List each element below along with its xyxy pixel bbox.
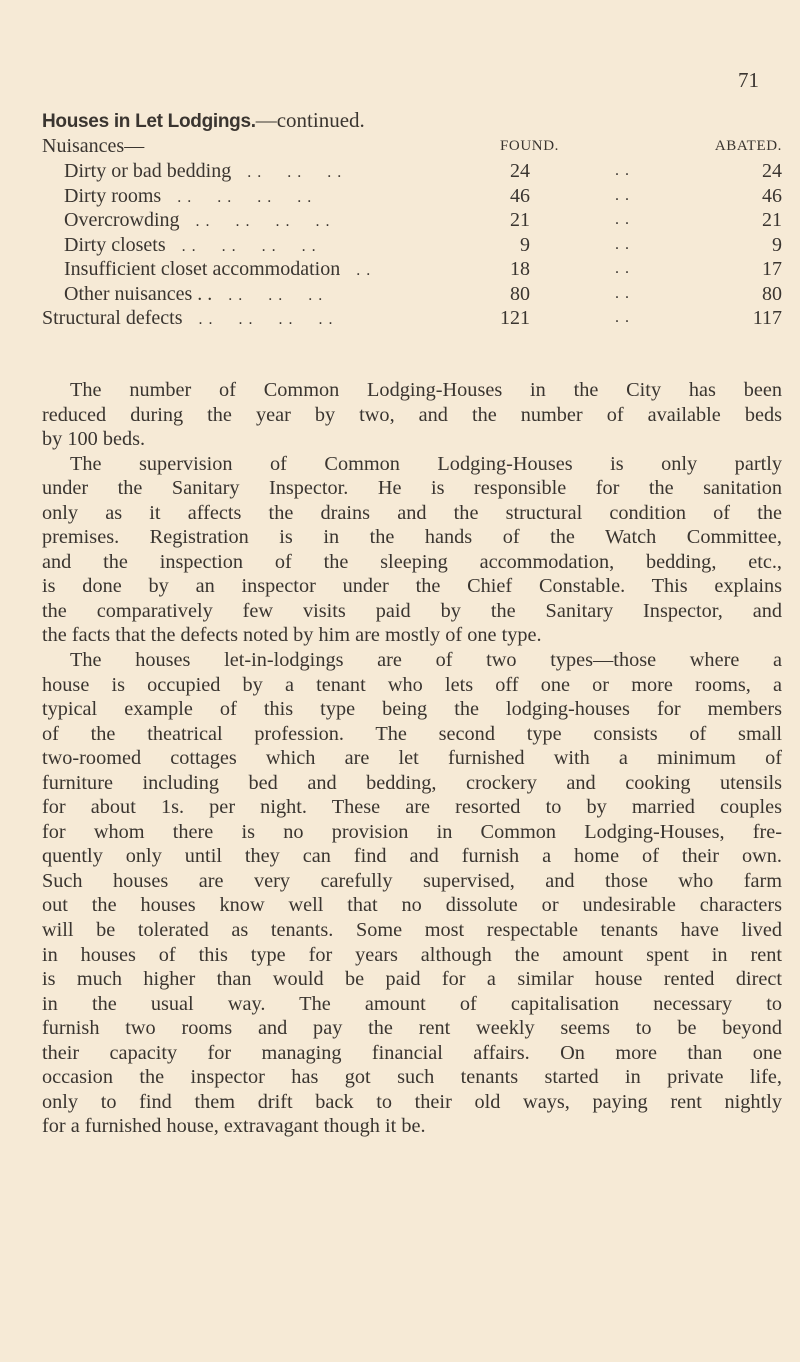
text-line: for about 1s. per night. These are resorted to by married couples: [42, 796, 782, 819]
text-line: for whom there is no provision in Common Lodging-Houses, fre-: [42, 820, 782, 843]
text-line: furnish two rooms and pay the rent weekly seems to be beyond: [42, 1017, 782, 1040]
row-label-group: [64, 257, 371, 283]
found-value: 24: [510, 160, 530, 182]
dot-leader: . .: [615, 260, 630, 277]
section-heading: [42, 108, 365, 133]
paragraph: [42, 648, 782, 1139]
table-caption: Nuisances—: [42, 135, 145, 157]
abated-value: 21: [762, 209, 782, 231]
row-label: Dirty closets: [64, 233, 166, 256]
text-line: furniture including bed and bedding, crockery and cooking utensils: [42, 771, 782, 794]
dot-leader: . .: [615, 284, 630, 302]
dot-leader: . .: [615, 186, 630, 204]
text-line: for a furnished house, extravagant though it be.: [42, 1115, 426, 1138]
text-line: only as it affects the drains and the structural condition of the: [42, 501, 782, 524]
text-line: house is occupied by a tenant who lets off one or more rooms, a: [42, 673, 782, 696]
row-label-group: [64, 184, 312, 210]
abated-value: 117: [752, 307, 782, 329]
text-line: in houses of this type for years although the amount spent in rent: [42, 943, 782, 966]
found-value: 80: [510, 282, 530, 305]
abated-value: 46: [762, 184, 782, 207]
dot-leader: . .: [615, 235, 630, 253]
text-line: reduced during the year by two, and the number of available beds: [42, 403, 782, 426]
text-line: The houses let-in-lodgings are of two types—those where a: [70, 649, 782, 672]
text-line: The supervision of Common Lodging-Houses is only partly: [70, 452, 782, 475]
dot-leader: . . . . . .: [247, 164, 343, 181]
dot-leader: . . . . . . . .: [177, 188, 313, 206]
text-line: is done by an inspector under the Chief Constable. This explains: [42, 575, 782, 598]
row-label-group: [64, 208, 331, 234]
table-row: [42, 208, 782, 232]
found-value: 121: [500, 307, 530, 329]
table-row: [42, 257, 782, 281]
text-line: only to find them drift back to their old ways, paying rent nightly: [42, 1090, 782, 1113]
table-row: [42, 159, 782, 183]
text-line: out the houses know well that no dissolute or undesirable characters: [42, 894, 782, 917]
row-label-group: [64, 233, 317, 259]
dot-leader: . . . . . . . .: [181, 237, 317, 255]
text-line: the facts that the defects noted by him are mostly of one type.: [42, 624, 542, 647]
column-header-abated: ABATED.: [714, 138, 782, 154]
text-line: quently only until they can find and furnish a home of their own.: [42, 845, 782, 868]
body-text: [42, 378, 782, 1139]
paragraph: [42, 378, 782, 452]
dot-leader: . .: [615, 211, 630, 228]
table-row: [42, 233, 782, 257]
abated-value: 17: [762, 258, 782, 280]
abated-value: 9: [772, 233, 782, 256]
text-line: their capacity for managing financial affairs. On more than one: [42, 1041, 782, 1064]
table-row: [42, 282, 782, 306]
text-line: premises. Registration is in the hands of the Watch Committee,: [42, 526, 782, 549]
text-line: will be tolerated as tenants. Some most respectable tenants have lived: [42, 919, 782, 942]
table-row: [42, 306, 782, 330]
paragraph: [42, 452, 782, 648]
dot-leader: . . . . . .: [228, 286, 324, 304]
text-line: and the inspection of the sleeping accommodation, bedding, etc.,: [42, 550, 782, 573]
abated-value: 24: [762, 160, 782, 182]
row-label: Insufficient closet accommodation: [64, 258, 341, 280]
text-line: The number of Common Lodging-Houses in the City has been: [70, 379, 782, 401]
text-line: by 100 beds.: [42, 428, 146, 451]
found-value: 18: [510, 258, 530, 280]
dot-leader: . .: [615, 309, 630, 326]
table-header-row: [42, 134, 782, 158]
text-line: under the Sanitary Inspector. He is responsible for the sanitation: [42, 477, 782, 500]
row-label: Other nuisances . .: [64, 282, 213, 305]
heading-title: Houses in Let Lodgings.: [42, 111, 256, 132]
found-value: 21: [510, 209, 530, 231]
heading-continued: —continued.: [255, 108, 365, 132]
dot-leader: . .: [615, 162, 630, 179]
text-line: in the usual way. The amount of capitalisation necessary to: [42, 992, 782, 1015]
row-label: Dirty or bad bedding: [64, 160, 232, 182]
text-line: two-roomed cottages which are let furnished with a minimum of: [42, 747, 782, 770]
column-header-found: FOUND.: [499, 138, 559, 154]
row-label-group: [64, 159, 342, 185]
text-line: of the theatrical profession. The second type consists of small: [42, 722, 782, 745]
text-line: typical example of this type being the lodging-houses for members: [42, 698, 782, 721]
text-line: Such houses are very carefully supervised, and those who farm: [42, 869, 782, 892]
table-row: [42, 184, 782, 208]
row-label-group: [42, 306, 334, 332]
text-line: is much higher than would be paid for a similar house rented direct: [42, 968, 782, 991]
row-label-group: [64, 282, 323, 308]
row-label: Structural defects: [42, 307, 183, 329]
found-value: 9: [520, 233, 530, 256]
dot-leader: . . . . . . . .: [198, 311, 334, 328]
found-value: 46: [510, 184, 530, 207]
page-number: 71: [738, 68, 759, 92]
row-label: Dirty rooms: [64, 184, 162, 207]
row-label: Overcrowding: [64, 209, 180, 231]
dot-leader: . . . . . . . .: [195, 213, 331, 230]
abated-value: 80: [762, 282, 782, 305]
text-line: occasion the inspector has got such tenants started in private life,: [42, 1066, 782, 1089]
dot-leader: . .: [356, 262, 372, 279]
text-line: the comparatively few visits paid by the Sanitary Inspector, and: [42, 599, 782, 622]
